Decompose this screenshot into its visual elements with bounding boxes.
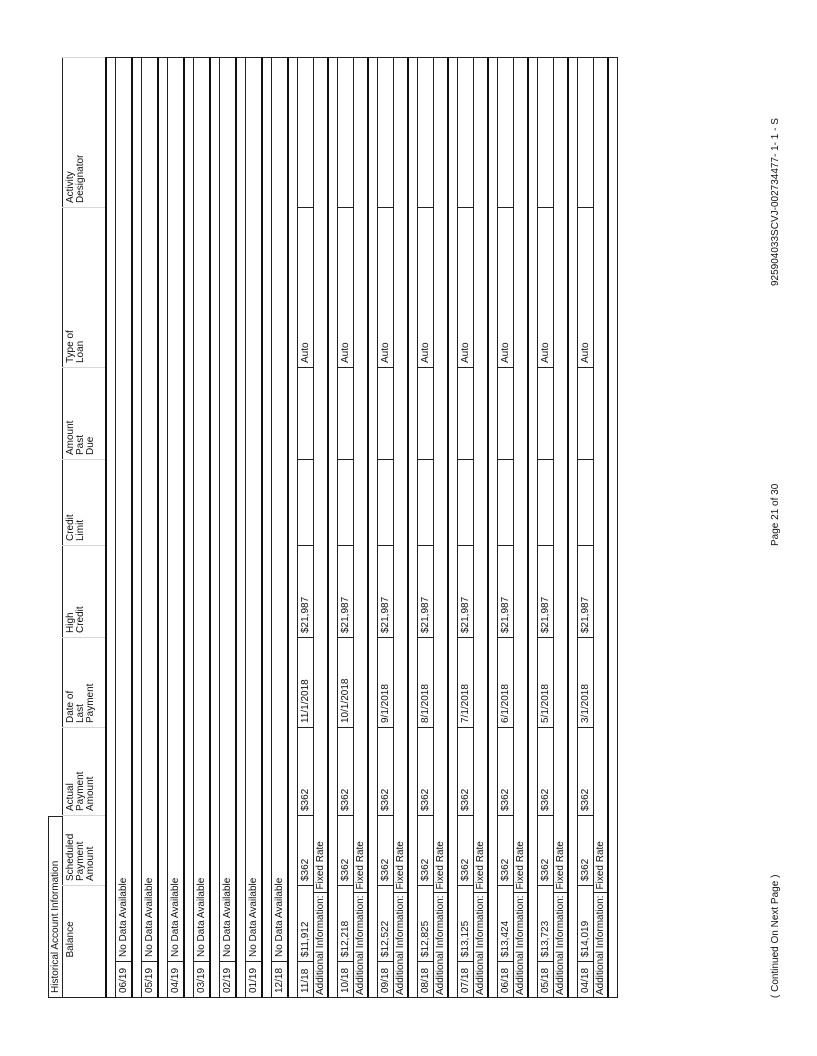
row-separator — [568, 58, 578, 998]
no-data-text: No Data Available — [116, 58, 133, 962]
additional-info-value: Fixed Rate — [474, 841, 487, 893]
additional-info-label: Additional Information: — [515, 895, 526, 995]
row-separator — [328, 58, 338, 998]
cell-date-last: 9/1/2018 — [378, 638, 394, 728]
cell-high-credit: $21,987 — [498, 546, 514, 638]
header-high-credit: High Credit — [63, 546, 107, 638]
additional-info-label: Additional Information: — [395, 895, 406, 995]
cell-high-credit: $21,987 — [378, 546, 394, 638]
cell-loan-type: Auto — [498, 208, 514, 368]
additional-info-label: Additional Information: — [475, 895, 486, 995]
cell-past-due — [378, 368, 394, 460]
cell-month: 07/18 — [458, 962, 474, 998]
cell-balance: $11,912 — [298, 886, 314, 962]
header-scheduled: Scheduled Payment Amount — [63, 816, 107, 886]
cell-date-last: 8/1/2018 — [418, 638, 434, 728]
cell-high-credit: $21,987 — [298, 546, 314, 638]
cell-date-last: 10/1/2018 — [338, 638, 354, 728]
header-date-last: Date of Last Payment — [63, 638, 107, 728]
cell-loan-type: Auto — [338, 208, 354, 368]
cell-activity — [498, 58, 514, 208]
cell-scheduled: $362 — [338, 816, 354, 886]
cell-actual: $362 — [538, 728, 554, 816]
additional-info-value: Fixed Rate — [354, 841, 367, 893]
cell-credit-limit — [298, 460, 314, 546]
cell-activity — [418, 58, 434, 208]
cell-high-credit: $21,987 — [458, 546, 474, 638]
table-row — [298, 58, 314, 998]
cell-date-last: 11/1/2018 — [298, 638, 314, 728]
row-month: 12/18 — [272, 962, 289, 998]
no-data-text: No Data Available — [272, 58, 289, 962]
row-separator — [210, 58, 220, 998]
cell-scheduled: $362 — [378, 816, 394, 886]
cell-month: 04/18 — [578, 962, 594, 998]
no-data-row — [272, 58, 289, 998]
cell-scheduled: $362 — [538, 816, 554, 886]
cell-balance: $13,424 — [498, 886, 514, 962]
cell-date-last: 3/1/2018 — [578, 638, 594, 728]
additional-info-row — [434, 58, 449, 998]
cell-credit-limit — [458, 460, 474, 546]
additional-info-row — [554, 58, 569, 998]
header-balance: Balance — [63, 886, 107, 962]
additional-info-row — [394, 58, 409, 998]
table-row — [578, 58, 594, 998]
cell-activity — [338, 58, 354, 208]
additional-info-label: Additional Information: — [595, 895, 606, 995]
no-data-row — [142, 58, 159, 998]
cell-balance: $12,218 — [338, 886, 354, 962]
no-data-text: No Data Available — [246, 58, 263, 962]
cell-activity — [458, 58, 474, 208]
cell-actual: $362 — [578, 728, 594, 816]
cell-month: 09/18 — [378, 962, 394, 998]
additional-info-value: Fixed Rate — [434, 841, 447, 893]
row-separator — [262, 58, 272, 998]
cell-date-last: 6/1/2018 — [498, 638, 514, 728]
cell-loan-type: Auto — [298, 208, 314, 368]
row-month: 03/19 — [194, 962, 211, 998]
no-data-row — [168, 58, 185, 998]
no-data-text: No Data Available — [168, 58, 185, 962]
additional-info-row — [594, 58, 609, 998]
cell-date-last: 5/1/2018 — [538, 638, 554, 728]
cell-balance: $14,019 — [578, 886, 594, 962]
cell-past-due — [538, 368, 554, 460]
cell-actual: $362 — [298, 728, 314, 816]
cell-actual: $362 — [418, 728, 434, 816]
cell-date-last: 7/1/2018 — [458, 638, 474, 728]
cell-credit-limit — [338, 460, 354, 546]
cell-loan-type: Auto — [538, 208, 554, 368]
no-data-row — [246, 58, 263, 998]
header-past-due: Amount Past Due — [63, 368, 107, 460]
cell-balance: $12,825 — [418, 886, 434, 962]
row-month: 05/19 — [142, 962, 159, 998]
cell-balance: $13,125 — [458, 886, 474, 962]
row-separator — [408, 58, 418, 998]
row-separator — [368, 58, 378, 998]
cell-loan-type: Auto — [418, 208, 434, 368]
header-month — [63, 962, 107, 998]
continued-note: ( Continued On Next Page ) — [770, 874, 781, 998]
no-data-row — [194, 58, 211, 998]
row-separator — [448, 58, 458, 998]
row-separator — [488, 58, 498, 998]
cell-scheduled: $362 — [578, 816, 594, 886]
additional-info-value: Fixed Rate — [594, 841, 607, 893]
header-loan-type: Type of Loan — [63, 208, 107, 368]
cell-credit-limit — [538, 460, 554, 546]
no-data-text: No Data Available — [142, 58, 159, 962]
cell-activity — [298, 58, 314, 208]
cell-credit-limit — [418, 460, 434, 546]
row-separator — [106, 58, 116, 998]
row-month: 06/19 — [116, 962, 133, 998]
cell-month: 05/18 — [538, 962, 554, 998]
cell-credit-limit — [578, 460, 594, 546]
header-actual: Actual Payment Amount — [63, 728, 107, 816]
row-separator — [288, 58, 298, 998]
cell-past-due — [298, 368, 314, 460]
cell-credit-limit — [498, 460, 514, 546]
no-data-text: No Data Available — [220, 58, 237, 962]
additional-info-value: Fixed Rate — [514, 841, 527, 893]
additional-info-value: Fixed Rate — [314, 841, 327, 893]
cell-month: 08/18 — [418, 962, 434, 998]
cell-loan-type: Auto — [378, 208, 394, 368]
row-separator — [236, 58, 246, 998]
cell-month: 10/18 — [338, 962, 354, 998]
cell-past-due — [498, 368, 514, 460]
table-row — [418, 58, 434, 998]
cell-high-credit: $21,987 — [538, 546, 554, 638]
row-month: 01/19 — [246, 962, 263, 998]
additional-info-label: Additional Information: — [435, 895, 446, 995]
no-data-text: No Data Available — [194, 58, 211, 962]
additional-info-label: Additional Information: — [355, 895, 366, 995]
cell-past-due — [458, 368, 474, 460]
table-row — [498, 58, 514, 998]
page-number: Page 21 of 30 — [770, 483, 781, 546]
cell-activity — [378, 58, 394, 208]
cell-scheduled: $362 — [418, 816, 434, 886]
table-row — [338, 58, 354, 998]
cell-high-credit: $21,987 — [338, 546, 354, 638]
cell-scheduled: $362 — [298, 816, 314, 886]
header-row — [63, 58, 107, 998]
row-separator — [132, 58, 142, 998]
row-separator — [528, 58, 538, 998]
cell-loan-type: Auto — [578, 208, 594, 368]
history-body — [106, 58, 618, 998]
row-separator — [158, 58, 168, 998]
cell-month: 06/18 — [498, 962, 514, 998]
cell-past-due — [418, 368, 434, 460]
document-id: 925904033SCVJ-002734477- 1- 1 - S — [770, 118, 781, 286]
cell-actual: $362 — [458, 728, 474, 816]
cell-actual: $362 — [498, 728, 514, 816]
cell-scheduled: $362 — [458, 816, 474, 886]
table-row — [538, 58, 554, 998]
row-month: 04/19 — [168, 962, 185, 998]
cell-activity — [578, 58, 594, 208]
cell-credit-limit — [378, 460, 394, 546]
additional-info-label: Additional Information: — [315, 895, 326, 995]
table-row — [378, 58, 394, 998]
additional-info-row — [474, 58, 489, 998]
cell-actual: $362 — [378, 728, 394, 816]
cell-loan-type: Auto — [458, 208, 474, 368]
additional-info-row — [514, 58, 529, 998]
header-activity: Activity Designator — [63, 58, 107, 208]
additional-info-value: Fixed Rate — [394, 841, 407, 893]
cell-balance: $13,723 — [538, 886, 554, 962]
additional-info-label: Additional Information: — [555, 895, 566, 995]
cell-activity — [538, 58, 554, 208]
cell-month: 11/18 — [298, 962, 314, 998]
history-table — [62, 57, 618, 998]
no-data-row — [220, 58, 237, 998]
cell-past-due — [338, 368, 354, 460]
additional-info-row — [314, 58, 329, 998]
section-title: Historical Account Information — [48, 816, 62, 998]
header-credit-limit: Credit Limit — [63, 460, 107, 546]
cell-balance: $12,522 — [378, 886, 394, 962]
history-sheet — [50, 58, 618, 998]
additional-info-value: Fixed Rate — [554, 841, 567, 893]
additional-info-row — [354, 58, 369, 998]
cell-high-credit: $21,987 — [578, 546, 594, 638]
row-separator — [184, 58, 194, 998]
cell-actual: $362 — [338, 728, 354, 816]
cell-scheduled: $362 — [498, 816, 514, 886]
row-month: 02/19 — [220, 962, 237, 998]
cell-high-credit: $21,987 — [418, 546, 434, 638]
row-separator — [608, 58, 618, 998]
cell-past-due — [578, 368, 594, 460]
no-data-row — [116, 58, 133, 998]
table-row — [458, 58, 474, 998]
